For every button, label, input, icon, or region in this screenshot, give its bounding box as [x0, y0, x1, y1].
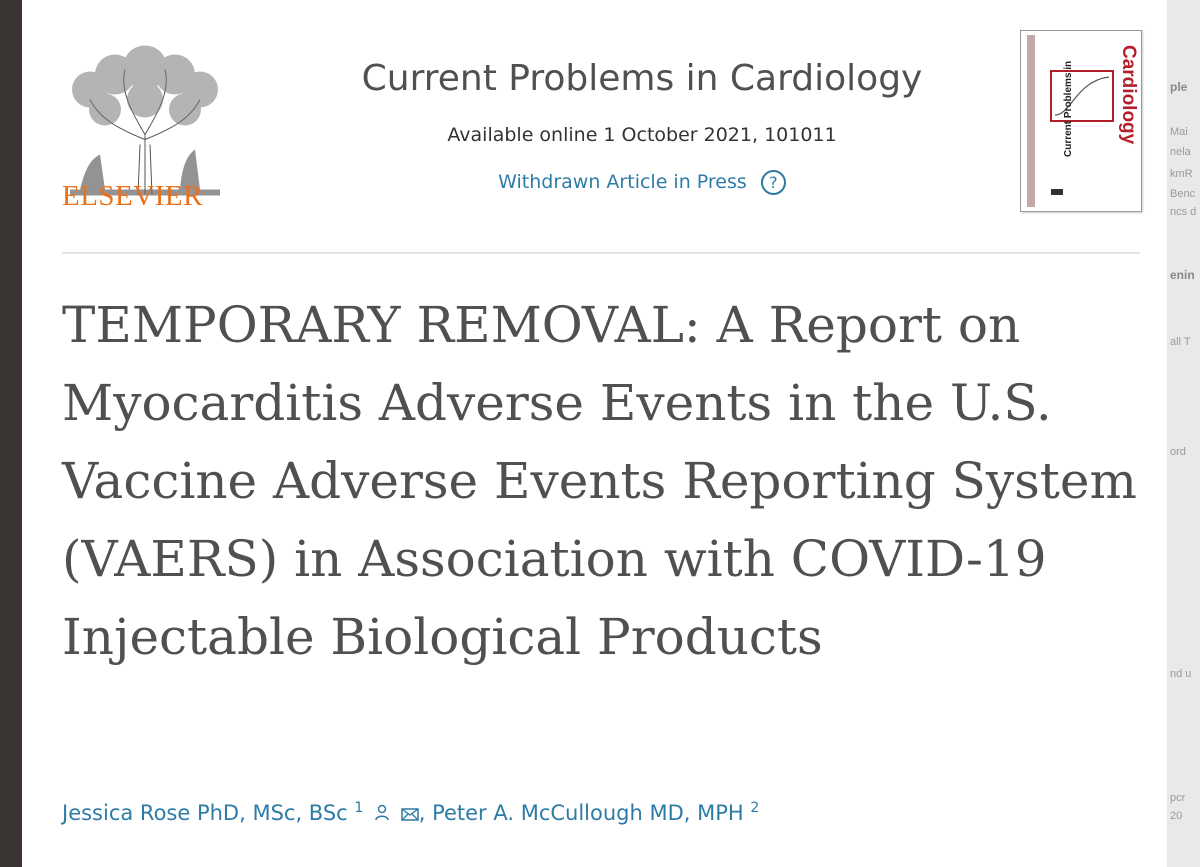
journal-title[interactable]: Current Problems in Cardiology	[361, 58, 923, 99]
sidebar-fragment: ord	[1170, 446, 1186, 458]
article-page	[22, 0, 1167, 867]
sidebar-fragment: kmR	[1170, 168, 1193, 180]
sidebar-fragment: Mai	[1170, 126, 1188, 138]
sidebar-fragment: ncs d	[1170, 206, 1197, 218]
author-separator: ,	[418, 801, 433, 825]
sidebar-fragment: ple	[1170, 80, 1188, 94]
help-icon[interactable]: ?	[761, 170, 786, 195]
cover-art	[1021, 31, 1141, 211]
sidebar-fragment: 20	[1170, 810, 1183, 822]
sidebar-fragment: all T	[1170, 336, 1191, 348]
sidebar-fragment: pcr	[1170, 792, 1186, 804]
article-status	[252, 170, 1032, 195]
author-name[interactable]: Peter A. McCullough MD, MPH	[432, 801, 744, 825]
sidebar-fragment: nd u	[1170, 668, 1192, 680]
cover-series: Current Problems in	[1063, 60, 1074, 157]
sidebar-fragment: Benc	[1170, 188, 1196, 200]
sidebar-fragment: nela	[1170, 146, 1191, 158]
sidebar-cropped	[1167, 0, 1200, 867]
header-divider	[62, 252, 1140, 254]
author-name[interactable]: Jessica Rose PhD, MSc, BSc	[62, 801, 348, 825]
publisher-wordmark: ELSEVIER	[62, 180, 203, 212]
journal-cover-thumbnail[interactable]	[1020, 30, 1142, 212]
author-list	[62, 800, 1142, 827]
cover-title: Cardiology	[1118, 45, 1139, 145]
affiliation-ref[interactable]: 1	[354, 800, 364, 816]
person-icon[interactable]	[374, 803, 390, 827]
publication-date: Available online 1 October 2021, 101011	[447, 124, 837, 146]
email-icon[interactable]	[401, 803, 419, 827]
affiliation-ref[interactable]: 2	[750, 800, 760, 816]
article-title: TEMPORARY REMOVAL: A Report on Myocarditis Adverse Events in the U.S. Vaccine Adverse Events Reporting System (VAERS) in Association with COVID-19 Injectable Biological Products	[62, 296, 1137, 666]
sidebar-fragment: enin	[1170, 268, 1195, 282]
status-label: Withdrawn Article in Press	[498, 171, 747, 193]
